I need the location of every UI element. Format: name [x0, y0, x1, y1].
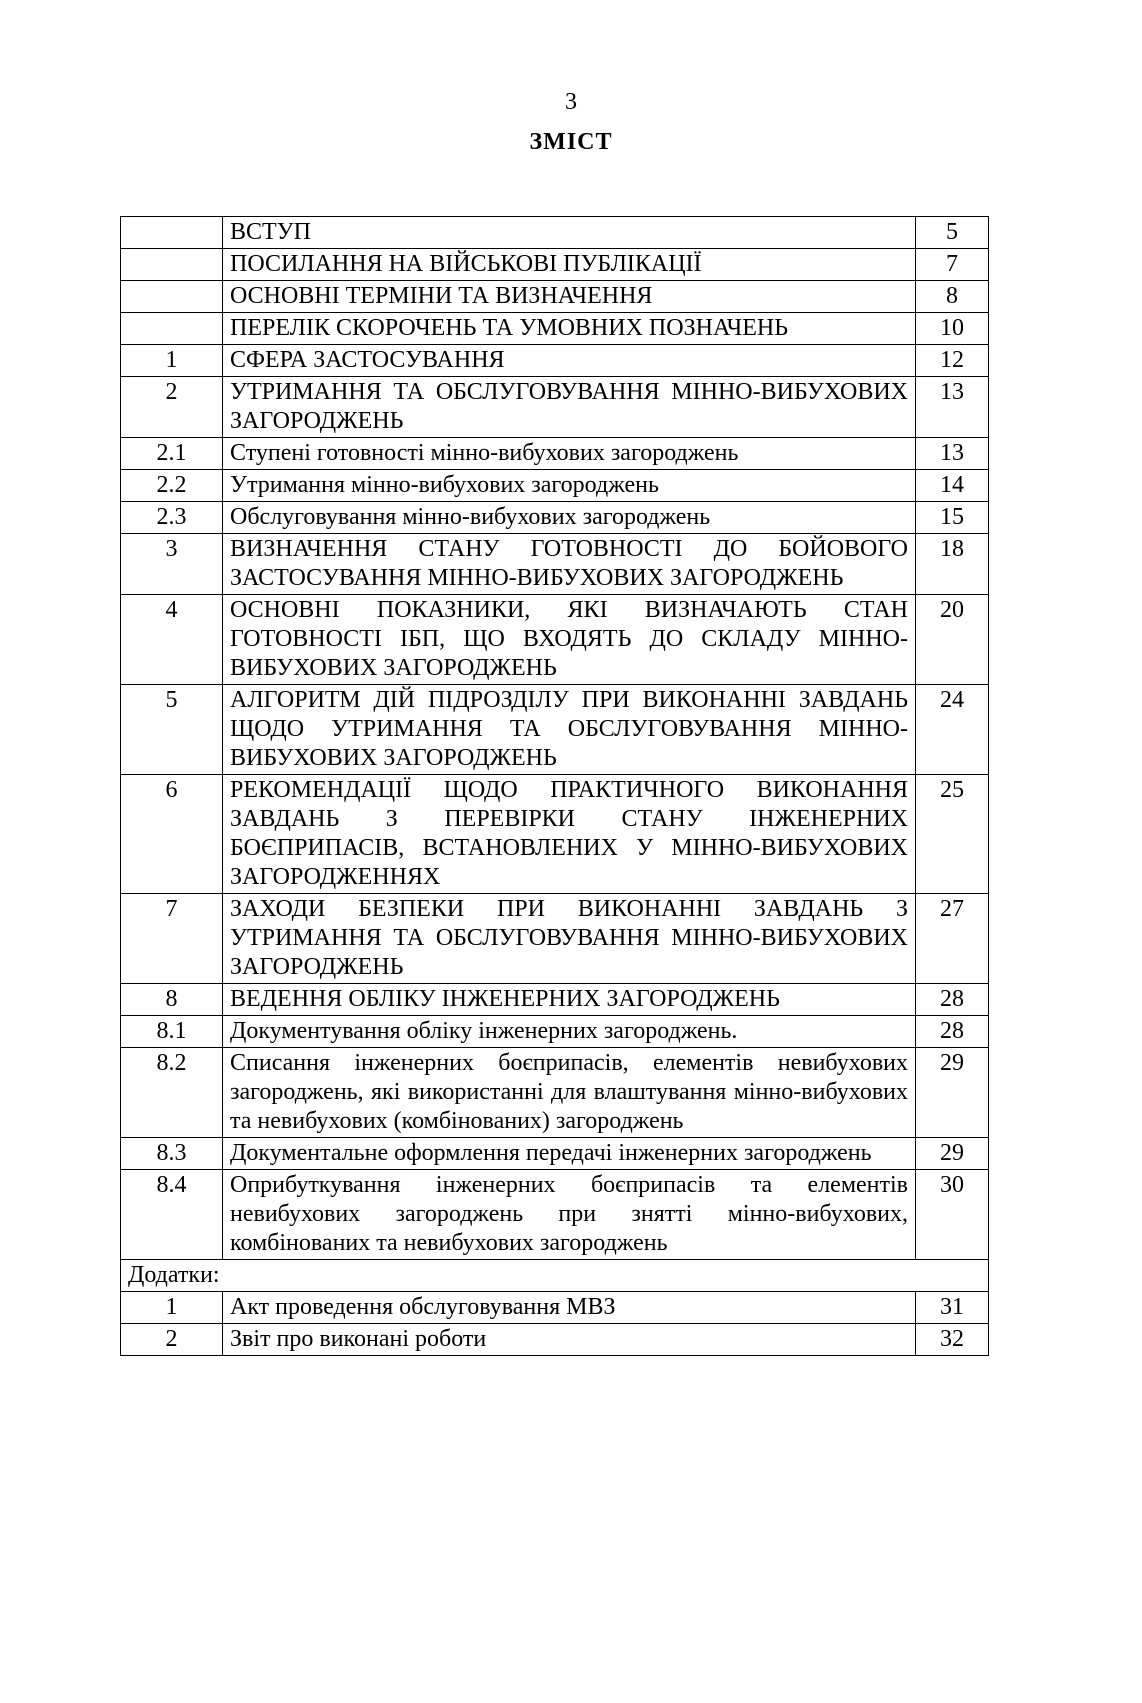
section-page: 14 [916, 470, 989, 502]
toc-table-body [121, 217, 989, 1356]
section-number [121, 249, 223, 281]
table-row [121, 313, 989, 345]
section-title: СФЕРА ЗАСТОСУВАННЯ [223, 345, 916, 377]
section-page: 24 [916, 685, 989, 775]
toc-table [120, 216, 989, 1356]
section-number: 6 [121, 775, 223, 894]
table-row [121, 1138, 989, 1170]
table-row [121, 1016, 989, 1048]
section-number: 8 [121, 984, 223, 1016]
table-row [121, 1260, 989, 1292]
section-page: 32 [916, 1324, 989, 1356]
section-page: 18 [916, 534, 989, 595]
table-row [121, 249, 989, 281]
section-title: РЕКОМЕНДАЦІЇ ЩОДО ПРАКТИЧНОГО ВИКОНАННЯ ЗАВДАНЬ З ПЕРЕВІРКИ СТАНУ ІНЖЕНЕРНИХ БОЄПРИПАСІВ, ВСТАНОВЛЕНИХ У МІННО-ВИБУХОВИХ ЗАГОРОДЖЕННЯХ [223, 775, 916, 894]
section-title: Обслуговування мінно-вибухових загороджень [223, 502, 916, 534]
section-page: 28 [916, 1016, 989, 1048]
section-number [121, 313, 223, 345]
table-row [121, 470, 989, 502]
section-title: Акт проведення обслуговування МВЗ [223, 1292, 916, 1324]
section-page: 20 [916, 595, 989, 685]
section-title: Списання інженерних боєприпасів, елементів невибухових загороджень, які використанні для влаштування мінно-вибухових та невибухових (комбінованих) загороджень [223, 1048, 916, 1138]
section-page: 7 [916, 249, 989, 281]
section-number [121, 217, 223, 249]
section-title: ВЕДЕННЯ ОБЛІКУ ІНЖЕНЕРНИХ ЗАГОРОДЖЕНЬ [223, 984, 916, 1016]
section-title: ВИЗНАЧЕННЯ СТАНУ ГОТОВНОСТІ ДО БОЙОВОГО ЗАСТОСУВАННЯ МІННО-ВИБУХОВИХ ЗАГОРОДЖЕНЬ [223, 534, 916, 595]
section-number: 5 [121, 685, 223, 775]
table-row [121, 281, 989, 313]
table-row [121, 377, 989, 438]
section-group-label: Додатки: [121, 1260, 989, 1292]
section-page: 29 [916, 1048, 989, 1138]
section-number: 2 [121, 377, 223, 438]
section-page: 13 [916, 377, 989, 438]
section-number: 1 [121, 1292, 223, 1324]
section-number: 2.2 [121, 470, 223, 502]
table-row [121, 502, 989, 534]
section-title: ПОСИЛАННЯ НА ВІЙСЬКОВІ ПУБЛІКАЦІЇ [223, 249, 916, 281]
section-number: 2.3 [121, 502, 223, 534]
table-row [121, 534, 989, 595]
section-number: 2.1 [121, 438, 223, 470]
section-page: 31 [916, 1292, 989, 1324]
section-title: Звіт про виконані роботи [223, 1324, 916, 1356]
table-row [121, 1170, 989, 1260]
section-title: Ступені готовності мінно-вибухових загороджень [223, 438, 916, 470]
document-page [0, 88, 1142, 1703]
section-title: Документальне оформлення передачі інженерних загороджень [223, 1138, 916, 1170]
section-title: ПЕРЕЛІК СКОРОЧЕНЬ ТА УМОВНИХ ПОЗНАЧЕНЬ [223, 313, 916, 345]
section-page: 15 [916, 502, 989, 534]
section-title: Документування обліку інженерних загороджень. [223, 1016, 916, 1048]
section-page: 8 [916, 281, 989, 313]
section-page: 12 [916, 345, 989, 377]
page-number: 3 [565, 89, 577, 115]
table-row [121, 595, 989, 685]
section-number: 3 [121, 534, 223, 595]
table-row [121, 438, 989, 470]
section-title: Оприбуткування інженерних боєприпасів та елементів невибухових загороджень при знятті мінно-вибухових, комбінованих та невибухових загороджень [223, 1170, 916, 1260]
section-number: 8.2 [121, 1048, 223, 1138]
table-row [121, 1048, 989, 1138]
section-number: 8.3 [121, 1138, 223, 1170]
section-page: 25 [916, 775, 989, 894]
page-title: ЗМІСТ [529, 129, 613, 155]
section-title: УТРИМАННЯ ТА ОБСЛУГОВУВАННЯ МІННО-ВИБУХОВИХ ЗАГОРОДЖЕНЬ [223, 377, 916, 438]
section-title: ЗАХОДИ БЕЗПЕКИ ПРИ ВИКОНАННІ ЗАВДАНЬ З УТРИМАННЯ ТА ОБСЛУГОВУВАННЯ МІННО-ВИБУХОВИХ ЗАГОРОДЖЕНЬ [223, 894, 916, 984]
table-row [121, 217, 989, 249]
table-row [121, 345, 989, 377]
section-page: 29 [916, 1138, 989, 1170]
section-title: Утримання мінно-вибухових загороджень [223, 470, 916, 502]
section-title: ВСТУП [223, 217, 916, 249]
section-page: 27 [916, 894, 989, 984]
table-row [121, 1292, 989, 1324]
table-row [121, 984, 989, 1016]
section-page: 30 [916, 1170, 989, 1260]
section-number: 2 [121, 1324, 223, 1356]
section-title: АЛГОРИТМ ДІЙ ПІДРОЗДІЛУ ПРИ ВИКОНАННІ ЗАВДАНЬ ЩОДО УТРИМАННЯ ТА ОБСЛУГОВУВАННЯ МІННО-ВИБУХОВИХ ЗАГОРОДЖЕНЬ [223, 685, 916, 775]
section-page: 5 [916, 217, 989, 249]
table-row [121, 775, 989, 894]
section-number: 4 [121, 595, 223, 685]
section-number: 8.4 [121, 1170, 223, 1260]
section-number: 1 [121, 345, 223, 377]
section-number: 8.1 [121, 1016, 223, 1048]
section-title: ОСНОВНІ ТЕРМІНИ ТА ВИЗНАЧЕННЯ [223, 281, 916, 313]
table-row [121, 894, 989, 984]
table-row [121, 1324, 989, 1356]
section-page: 10 [916, 313, 989, 345]
section-title: ОСНОВНІ ПОКАЗНИКИ, ЯКІ ВИЗНАЧАЮТЬ СТАН ГОТОВНОСТІ ІБП, ЩО ВХОДЯТЬ ДО СКЛАДУ МІННО-ВИБУХОВИХ ЗАГОРОДЖЕНЬ [223, 595, 916, 685]
section-number: 7 [121, 894, 223, 984]
section-number [121, 281, 223, 313]
section-page: 13 [916, 438, 989, 470]
table-row [121, 685, 989, 775]
section-page: 28 [916, 984, 989, 1016]
